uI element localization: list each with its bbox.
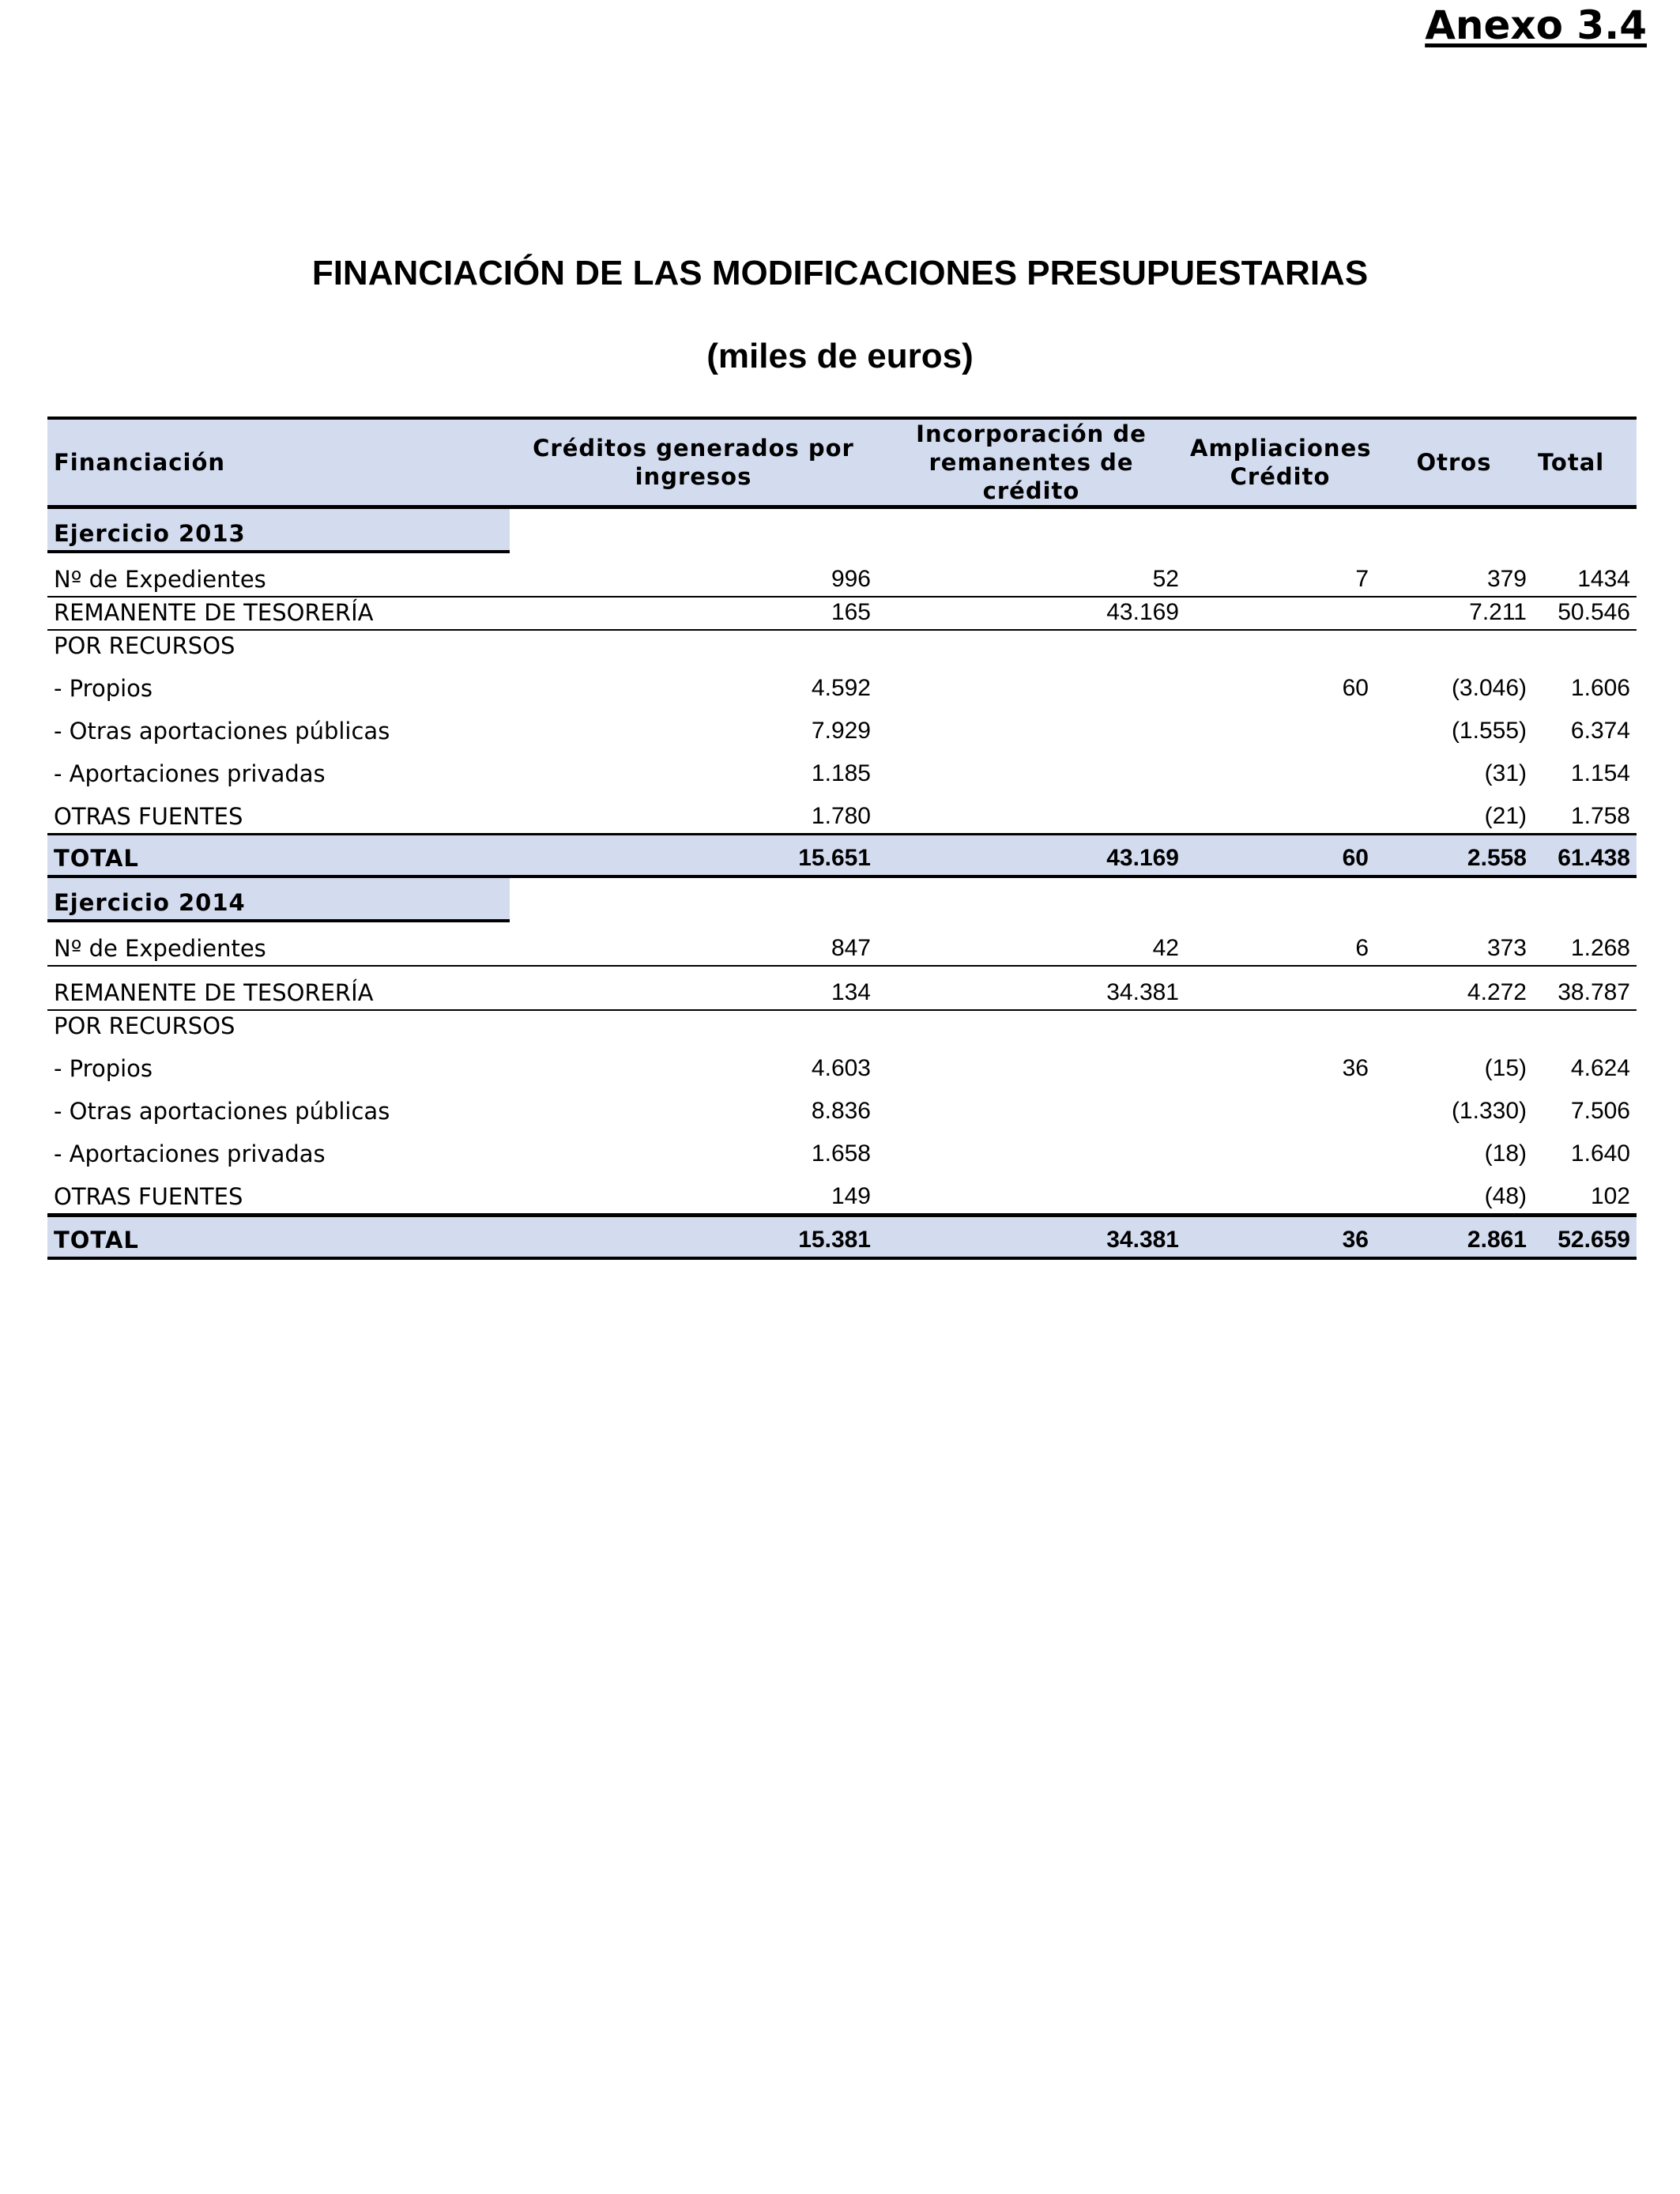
header-ampliaciones: Ampliaciones Crédito bbox=[1185, 418, 1375, 507]
year-row-2013 bbox=[47, 507, 1637, 552]
cell-incorporacion bbox=[877, 705, 1185, 748]
year-label: Ejercicio 2014 bbox=[47, 876, 510, 921]
row-label: - Aportaciones privadas bbox=[54, 760, 326, 787]
page-title: FINANCIACIÓN DE LAS MODIFICACIONES PRESUPUESTARIAS bbox=[311, 254, 1369, 292]
cell-total: 102 bbox=[1590, 1183, 1630, 1209]
row-label: - Propios bbox=[54, 675, 153, 702]
table-row bbox=[47, 1171, 1637, 1216]
annex-label: Anexo 3.4 bbox=[1425, 2, 1647, 48]
cell-ampliaciones: 36 bbox=[1342, 1055, 1369, 1081]
cell-otros: 4.272 bbox=[1375, 966, 1533, 1010]
cell-creditos: 1.658 bbox=[811, 1140, 871, 1167]
cell-total: 1.606 bbox=[1570, 675, 1630, 701]
cell-total: 1434 bbox=[1533, 552, 1637, 597]
table-header-row bbox=[47, 418, 1637, 507]
cell-creditos: 15.381 bbox=[510, 1216, 877, 1259]
cell-creditos: 15.651 bbox=[510, 835, 877, 877]
cell-total: 38.787 bbox=[1533, 966, 1637, 1010]
cell-otros: (15) bbox=[1484, 1055, 1527, 1081]
cell-ampliaciones bbox=[1185, 1171, 1375, 1216]
row-label: - Otras aportaciones públicas bbox=[54, 1098, 390, 1125]
year-label: Ejercicio 2013 bbox=[47, 507, 510, 552]
financing-table bbox=[47, 417, 1637, 1260]
cell-ampliaciones bbox=[1185, 705, 1375, 748]
row-label: REMANENTE DE TESORERÍA bbox=[47, 966, 510, 1010]
cell-creditos: 847 bbox=[510, 921, 877, 966]
cell-otros: (1.330) bbox=[1451, 1098, 1527, 1124]
table-row bbox=[47, 597, 1637, 630]
cell-ampliaciones: 36 bbox=[1185, 1216, 1375, 1259]
row-label: - Propios bbox=[54, 1055, 153, 1082]
cell-creditos: 165 bbox=[510, 597, 877, 630]
cell-incorporacion bbox=[877, 1171, 1185, 1216]
cell-otros: 373 bbox=[1375, 921, 1533, 966]
cell-otros: (3.046) bbox=[1451, 675, 1527, 701]
cell-incorporacion bbox=[877, 790, 1185, 835]
cell-incorporacion bbox=[877, 1085, 1185, 1128]
cell-incorporacion: 34.381 bbox=[877, 966, 1185, 1010]
cell-ampliaciones: 7 bbox=[1185, 552, 1375, 597]
cell-total: 1.640 bbox=[1570, 1140, 1630, 1167]
table-row bbox=[47, 552, 1637, 597]
cell-ampliaciones: 60 bbox=[1342, 675, 1369, 701]
total-row-2014 bbox=[47, 1216, 1637, 1259]
cell-otros: (18) bbox=[1484, 1140, 1527, 1167]
header-total: Total bbox=[1533, 418, 1637, 507]
total-label: TOTAL bbox=[47, 1216, 510, 1259]
table-row bbox=[47, 1085, 1637, 1128]
cell-creditos: 134 bbox=[510, 966, 877, 1010]
cell-creditos: 1.780 bbox=[811, 803, 871, 829]
year-row-2014 bbox=[47, 876, 1637, 921]
cell-otros: 2.558 bbox=[1375, 835, 1533, 877]
cell-total: 4.624 bbox=[1570, 1055, 1630, 1081]
cell-total: 7.506 bbox=[1570, 1098, 1630, 1124]
cell-ampliaciones: 6 bbox=[1185, 921, 1375, 966]
page-subtitle: (miles de euros) bbox=[706, 337, 974, 375]
table-row bbox=[47, 921, 1637, 966]
cell-otros: (31) bbox=[1484, 760, 1527, 786]
cell-ampliaciones bbox=[1185, 966, 1375, 1010]
header-financiacion: Financiación bbox=[47, 418, 510, 507]
table-row bbox=[47, 662, 1637, 705]
cell-incorporacion: 52 bbox=[877, 552, 1185, 597]
total-row-2013 bbox=[47, 835, 1637, 877]
row-label: REMANENTE DE TESORERÍA bbox=[47, 597, 510, 630]
cell-ampliaciones bbox=[1185, 748, 1375, 790]
cell-total: 52.659 bbox=[1533, 1216, 1637, 1259]
header-incorporacion-remanentes: Incorporación de remanentes de crédito bbox=[877, 418, 1185, 507]
table-row bbox=[47, 748, 1637, 790]
cell-incorporacion bbox=[877, 662, 1185, 705]
cell-creditos: 149 bbox=[831, 1183, 871, 1209]
row-label: OTRAS FUENTES bbox=[54, 803, 243, 830]
table-row bbox=[47, 1042, 1637, 1085]
cell-incorporacion: 43.169 bbox=[877, 835, 1185, 877]
cell-ampliaciones bbox=[1185, 790, 1375, 835]
row-label: POR RECURSOS bbox=[54, 632, 235, 659]
cell-total: 1.268 bbox=[1533, 921, 1637, 966]
cell-otros: 379 bbox=[1375, 552, 1533, 597]
table-row bbox=[47, 630, 1637, 662]
cell-incorporacion bbox=[877, 748, 1185, 790]
cell-otros: 7.211 bbox=[1375, 597, 1533, 630]
table-row bbox=[47, 966, 1637, 1010]
cell-total: 61.438 bbox=[1533, 835, 1637, 877]
cell-creditos: 8.836 bbox=[811, 1098, 871, 1124]
table-row bbox=[47, 1128, 1637, 1171]
cell-incorporacion bbox=[877, 1128, 1185, 1171]
cell-incorporacion: 43.169 bbox=[877, 597, 1185, 630]
cell-creditos: 7.929 bbox=[811, 718, 871, 744]
cell-ampliaciones: 60 bbox=[1185, 835, 1375, 877]
cell-total: 6.374 bbox=[1570, 718, 1630, 744]
row-label: - Aportaciones privadas bbox=[54, 1140, 326, 1167]
table-row bbox=[47, 790, 1637, 835]
cell-otros: 2.861 bbox=[1375, 1216, 1533, 1259]
cell-incorporacion: 42 bbox=[877, 921, 1185, 966]
row-label: Nº de Expedientes bbox=[47, 921, 510, 966]
row-label: - Otras aportaciones públicas bbox=[54, 718, 390, 745]
cell-creditos: 1.185 bbox=[811, 760, 871, 786]
row-label: OTRAS FUENTES bbox=[54, 1183, 243, 1210]
row-label: Nº de Expedientes bbox=[47, 552, 510, 597]
cell-creditos: 4.603 bbox=[811, 1055, 871, 1081]
row-label: POR RECURSOS bbox=[54, 1012, 235, 1039]
cell-incorporacion bbox=[877, 1042, 1185, 1085]
table-row bbox=[47, 705, 1637, 748]
cell-total: 50.546 bbox=[1533, 597, 1637, 630]
cell-incorporacion: 34.381 bbox=[877, 1216, 1185, 1259]
cell-total: 1.154 bbox=[1570, 760, 1630, 786]
cell-otros: (21) bbox=[1484, 803, 1527, 829]
cell-ampliaciones bbox=[1185, 597, 1375, 630]
cell-otros: (48) bbox=[1484, 1183, 1527, 1209]
cell-creditos: 996 bbox=[510, 552, 877, 597]
cell-ampliaciones bbox=[1185, 1128, 1375, 1171]
total-label: TOTAL bbox=[47, 835, 510, 877]
cell-creditos: 4.592 bbox=[811, 675, 871, 701]
table-row bbox=[47, 1010, 1637, 1042]
header-creditos-generados: Créditos generados por ingresos bbox=[510, 418, 877, 507]
cell-otros: (1.555) bbox=[1451, 718, 1527, 744]
header-otros: Otros bbox=[1375, 418, 1533, 507]
cell-ampliaciones bbox=[1185, 1085, 1375, 1128]
cell-total: 1.758 bbox=[1570, 803, 1630, 829]
